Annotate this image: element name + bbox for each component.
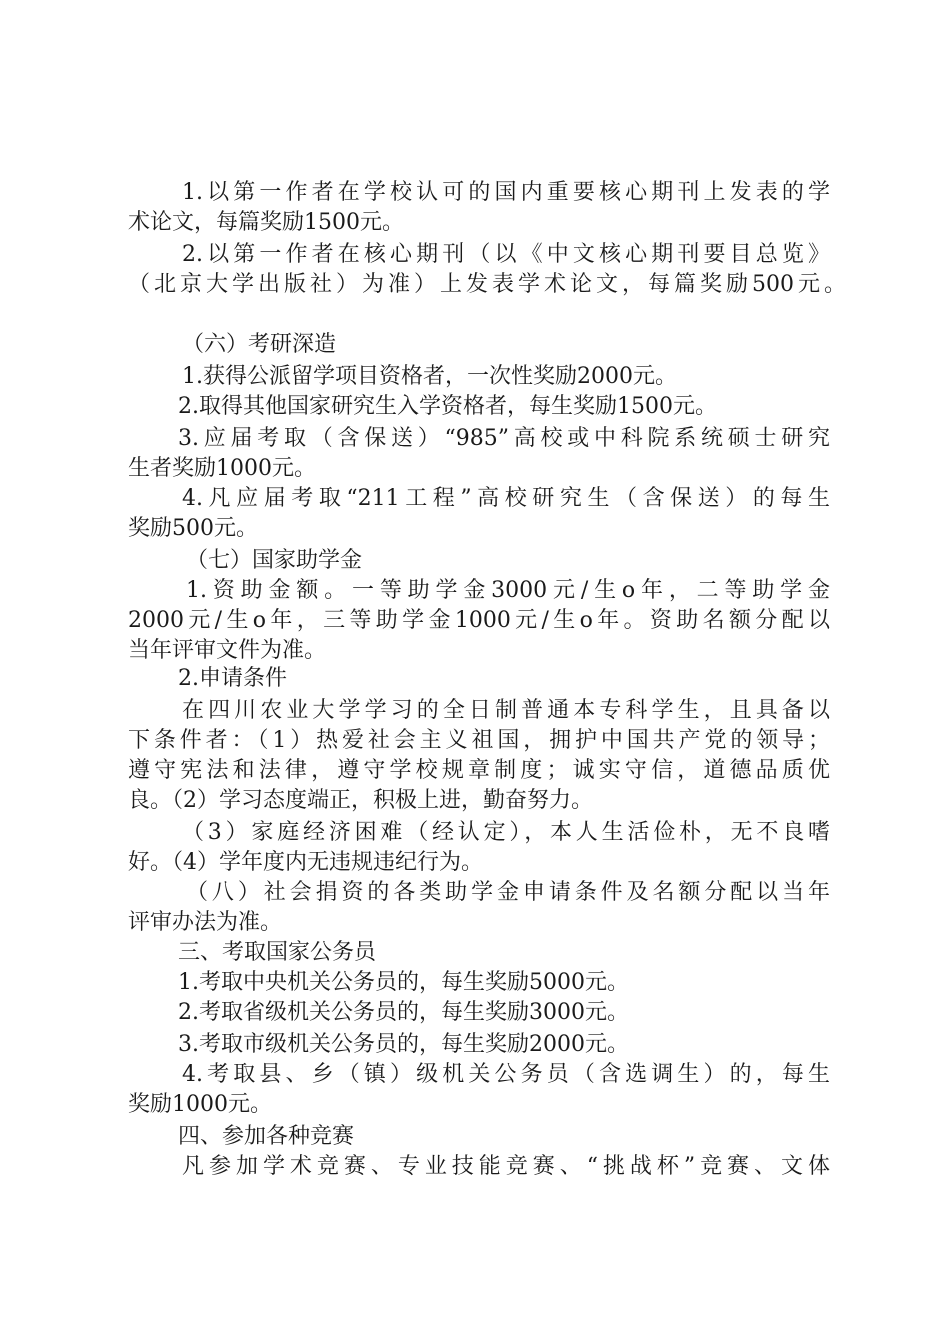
paragraph-line: 1.获得公派留学项目资格者，一次性奖励2000元。	[182, 364, 677, 389]
paragraph-line: 4.凡应届考取“211工程”高校研究生（含保送）的每生	[182, 486, 830, 511]
paragraph-line: 1.以第一作者在学校认可的国内重要核心期刊上发表的学	[182, 180, 830, 205]
paragraph-line: （北京大学出版社）为准）上发表学术论文，每篇奖励500元。	[128, 272, 846, 297]
paragraph-line: 在四川农业大学学习的全日制普通本专科学生，且具备以	[182, 698, 830, 723]
paragraph-line: 良。（2）学习态度端正，积极上进，勤奋努力。	[128, 788, 593, 813]
paragraph-line: 评审办法为准。	[128, 910, 283, 935]
paragraph-line: 2.以第一作者在核心期刊（以《中文核心期刊要目总览》	[182, 242, 830, 267]
paragraph-line: （八）社会捐资的各类助学金申请条件及名额分配以当年	[186, 880, 830, 905]
paragraph-line: 凡参加学术竞赛、专业技能竞赛、“挑战杯”竞赛、文体	[182, 1154, 830, 1179]
paragraph-line: 1.资助金额。一等助学金3000元/生o年，二等助学金	[186, 578, 830, 603]
paragraph-line: 2.取得其他国家研究生入学资格者，每生奖励1500元。	[178, 394, 717, 419]
section-heading: 三、考取国家公务员	[178, 940, 377, 965]
paragraph-line: 当年评审文件为准。	[128, 638, 327, 663]
section-heading: 四、参加各种竞赛	[178, 1124, 355, 1149]
section-heading: （七）国家助学金	[186, 548, 363, 573]
paragraph-line: 好。（4）学年度内无违规违纪行为。	[128, 850, 483, 875]
paragraph-line: 3.应届考取（含保送）“985”高校或中科院系统硕士研究	[178, 426, 830, 451]
paragraph-line: 生者奖励1000元。	[128, 456, 316, 481]
paragraph-line: 术论文，每篇奖励1500元。	[128, 210, 404, 235]
paragraph-line: 2.考取省级机关公务员的，每生奖励3000元。	[178, 1000, 629, 1025]
paragraph-line: 下条件者：（1）热爱社会主义祖国，拥护中国共产党的领导；	[128, 728, 830, 753]
paragraph-line: 1.考取中央机关公务员的，每生奖励5000元。	[178, 970, 629, 995]
paragraph-line: （3）家庭经济困难（经认定），本人生活俭朴，无不良嗜	[182, 820, 830, 845]
section-heading: （六）考研深造	[182, 332, 337, 357]
paragraph-line: 2000元/生o年，三等助学金1000元/生o年。资助名额分配以	[128, 608, 830, 633]
paragraph-line: 2.申请条件	[178, 666, 287, 691]
paragraph-line: 遵守宪法和法律，遵守学校规章制度；诚实守信，道德品质优	[128, 758, 830, 783]
paragraph-line: 3.考取市级机关公务员的，每生奖励2000元。	[178, 1032, 629, 1057]
paragraph-line: 奖励1000元。	[128, 1092, 272, 1117]
paragraph-line: 4.考取县、乡（镇）级机关公务员（含选调生）的，每生	[182, 1062, 830, 1087]
paragraph-line: 奖励500元。	[128, 516, 258, 541]
